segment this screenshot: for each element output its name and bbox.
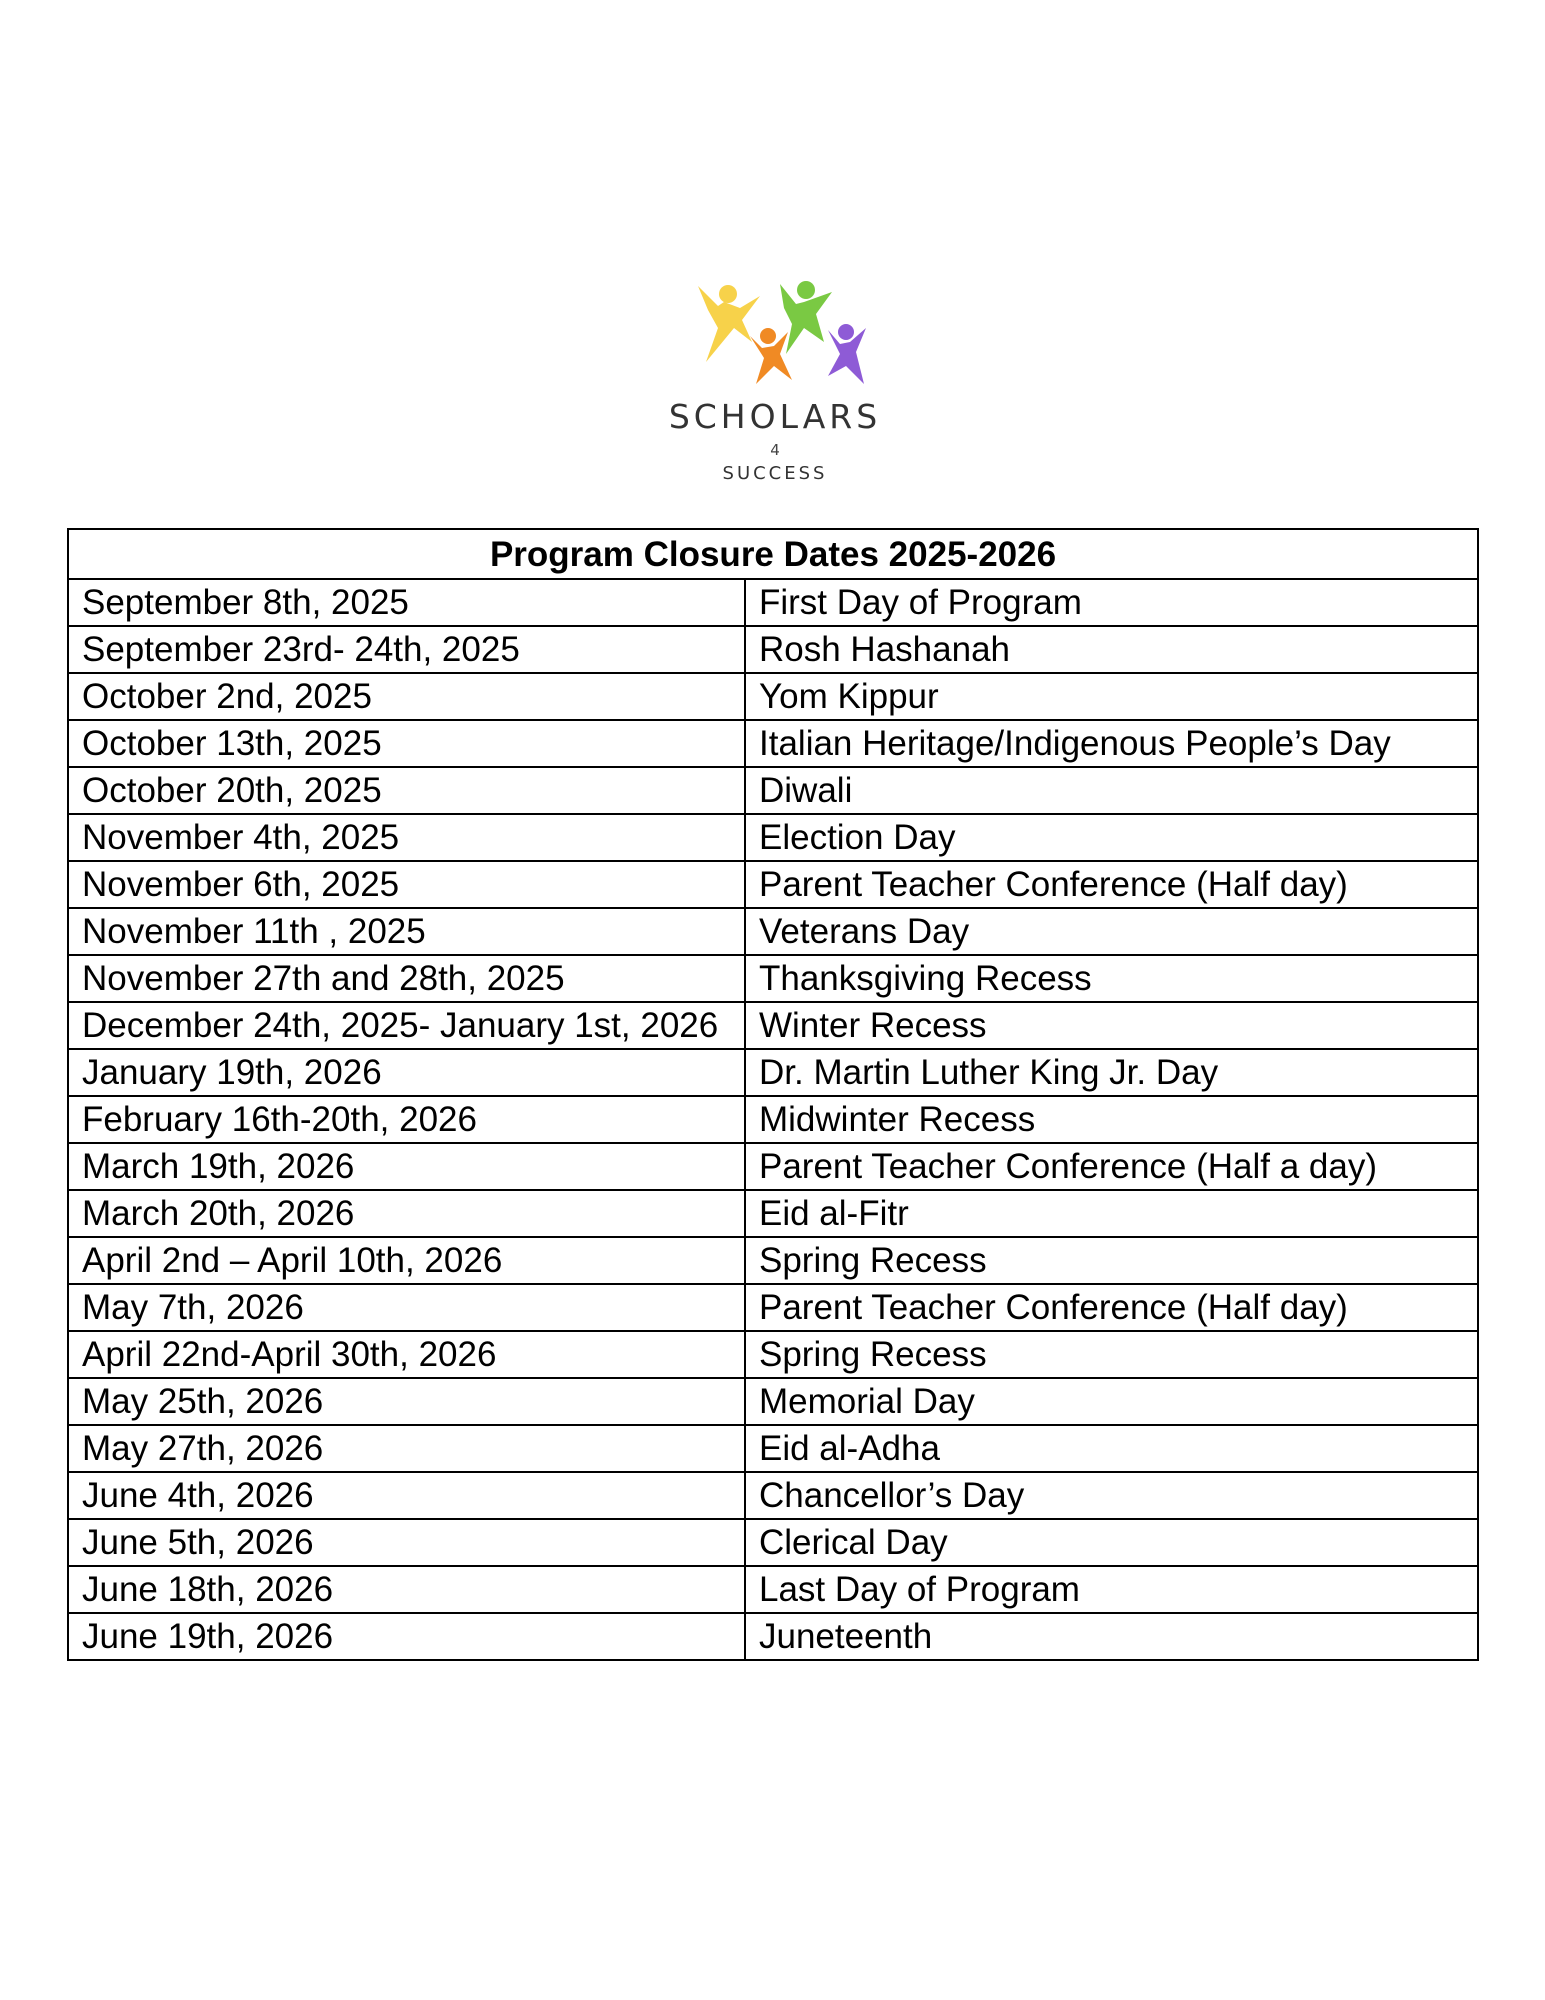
logo-title: SCHOLARS	[668, 397, 882, 436]
closure-date: May 7th, 2026	[68, 1284, 745, 1331]
scholars-4-success-logo	[640, 280, 910, 490]
table-row	[68, 1613, 1478, 1660]
table-row	[68, 1143, 1478, 1190]
table-row	[68, 1237, 1478, 1284]
table-row	[68, 1519, 1478, 1566]
closure-event: Thanksgiving Recess	[745, 955, 1478, 1002]
closure-date: November 11th , 2025	[68, 908, 745, 955]
closure-date: May 27th, 2026	[68, 1425, 745, 1472]
table-title-row	[68, 529, 1478, 579]
closure-event: Parent Teacher Conference (Half a day)	[745, 1143, 1478, 1190]
table-row	[68, 767, 1478, 814]
table-row	[68, 1331, 1478, 1378]
closure-event: Juneteenth	[745, 1613, 1478, 1660]
closure-date: April 22nd-April 30th, 2026	[68, 1331, 745, 1378]
table-title: Program Closure Dates 2025-2026	[68, 529, 1478, 579]
table-row	[68, 1425, 1478, 1472]
closure-event: Eid al-Fitr	[745, 1190, 1478, 1237]
closure-dates-table	[67, 528, 1479, 1661]
closure-date: February 16th-20th, 2026	[68, 1096, 745, 1143]
closure-event: Clerical Day	[745, 1519, 1478, 1566]
closure-event: Dr. Martin Luther King Jr. Day	[745, 1049, 1478, 1096]
closure-event: Parent Teacher Conference (Half day)	[745, 861, 1478, 908]
closure-date: September 8th, 2025	[68, 579, 745, 626]
closure-date: October 20th, 2025	[68, 767, 745, 814]
closure-event: Chancellor’s Day	[745, 1472, 1478, 1519]
table-row	[68, 955, 1478, 1002]
closure-event: Rosh Hashanah	[745, 626, 1478, 673]
closure-date: November 4th, 2025	[68, 814, 745, 861]
table-row	[68, 908, 1478, 955]
jumping-figures-icon	[680, 280, 880, 395]
closure-date: September 23rd- 24th, 2025	[68, 626, 745, 673]
table-row	[68, 1472, 1478, 1519]
closure-date: April 2nd – April 10th, 2026	[68, 1237, 745, 1284]
table-row	[68, 1096, 1478, 1143]
closure-event: Winter Recess	[745, 1002, 1478, 1049]
closure-date: October 13th, 2025	[68, 720, 745, 767]
closure-date: May 25th, 2026	[68, 1378, 745, 1425]
closure-event: Election Day	[745, 814, 1478, 861]
closure-date: December 24th, 2025- January 1st, 2026	[68, 1002, 745, 1049]
closure-event: Yom Kippur	[745, 673, 1478, 720]
closure-date: October 2nd, 2025	[68, 673, 745, 720]
closure-event: Memorial Day	[745, 1378, 1478, 1425]
closure-event: Parent Teacher Conference (Half day)	[745, 1284, 1478, 1331]
table-row	[68, 579, 1478, 626]
table-row	[68, 626, 1478, 673]
table-row	[68, 1049, 1478, 1096]
closure-event: First Day of Program	[745, 579, 1478, 626]
closure-date: June 5th, 2026	[68, 1519, 745, 1566]
closure-event: Veterans Day	[745, 908, 1478, 955]
logo-number: 4	[770, 441, 780, 459]
table-row	[68, 1566, 1478, 1613]
table-row	[68, 673, 1478, 720]
closure-date: January 19th, 2026	[68, 1049, 745, 1096]
closure-date: November 27th and 28th, 2025	[68, 955, 745, 1002]
closure-event: Diwali	[745, 767, 1478, 814]
closure-event: Eid al-Adha	[745, 1425, 1478, 1472]
table-row	[68, 720, 1478, 767]
closure-date: June 4th, 2026	[68, 1472, 745, 1519]
closure-rows	[68, 579, 1478, 1660]
table-row	[68, 1284, 1478, 1331]
closure-date: June 18th, 2026	[68, 1566, 745, 1613]
closure-date: June 19th, 2026	[68, 1613, 745, 1660]
closure-date: March 20th, 2026	[68, 1190, 745, 1237]
logo-subtitle: SUCCESS	[722, 463, 828, 484]
closure-event: Last Day of Program	[745, 1566, 1478, 1613]
closure-date: November 6th, 2025	[68, 861, 745, 908]
table-row	[68, 1002, 1478, 1049]
table-row	[68, 861, 1478, 908]
closure-event: Spring Recess	[745, 1237, 1478, 1284]
table-row	[68, 1190, 1478, 1237]
closure-event: Italian Heritage/Indigenous People’s Day	[745, 720, 1478, 767]
closure-date: March 19th, 2026	[68, 1143, 745, 1190]
closure-event: Midwinter Recess	[745, 1096, 1478, 1143]
table-row	[68, 814, 1478, 861]
table-row	[68, 1378, 1478, 1425]
closure-event: Spring Recess	[745, 1331, 1478, 1378]
